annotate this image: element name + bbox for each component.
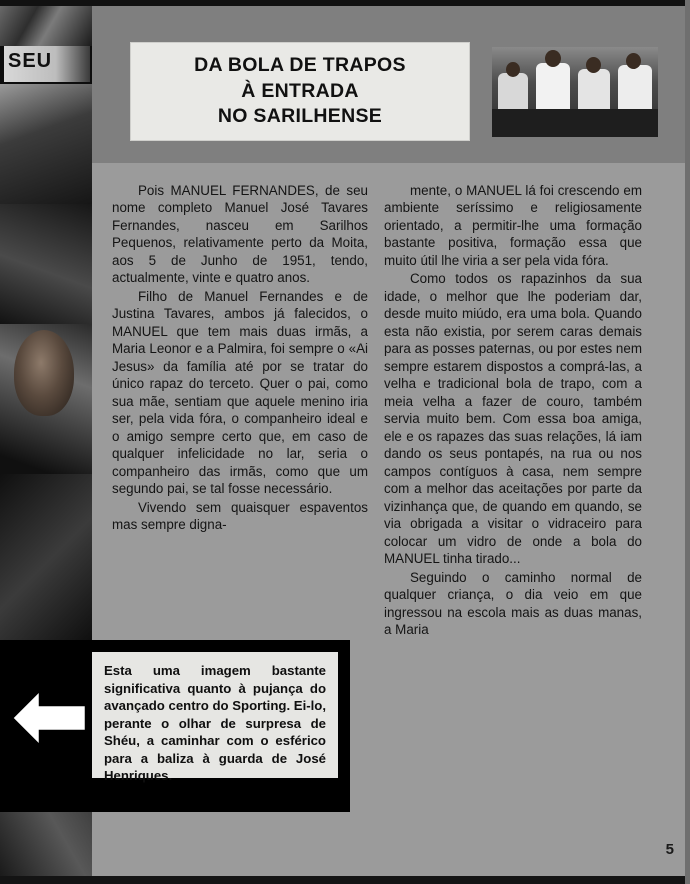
photo-ground <box>492 109 658 137</box>
strip-portrait-face <box>14 330 74 416</box>
strip-photo-6 <box>0 474 92 654</box>
strip-photo-text: SEU <box>8 50 53 72</box>
paragraph: Pois MANUEL FERNANDES, de seu nome completo Manuel José Tavares Fernandes, nasceu em Sarilhos Pequenos, relativamente perto da Moita, aos 5 de Junho de 1951, tendo, actualmente, vinte e quatro anos. <box>112 183 368 286</box>
title-line-3: NO SARILHENSE <box>217 105 383 128</box>
strip-photo-2 <box>4 46 90 82</box>
caption-block <box>0 640 350 812</box>
paragraph: mente, o MANUEL lá foi crescendo em ambiente seríssimo e religiosamente orientado, a permitir-lhe uma formação bastante positiva, formação essa que muito útil lhe viria a ser pela vida fóra. <box>384 183 642 268</box>
paragraph: Vivendo sem quaisquer espaventos mas sempre digna- <box>112 499 368 533</box>
photo-head-3 <box>586 57 601 73</box>
text-column-left <box>112 182 368 534</box>
scan-edge-top <box>0 0 690 6</box>
strip-photo-1 <box>0 0 92 46</box>
text-column-right <box>384 182 642 639</box>
scan-edge-right <box>685 0 690 884</box>
strip-photo-3 <box>0 84 92 204</box>
photo-caption-card <box>92 652 338 784</box>
photo-head-4 <box>626 53 641 69</box>
strip-photo-4 <box>0 204 92 324</box>
header-photograph <box>492 47 658 137</box>
photo-head-1 <box>506 62 520 77</box>
scan-edge-bottom <box>0 876 690 884</box>
title-line-2: À ENTRADA <box>241 79 359 102</box>
paragraph: Seguindo o caminho normal de qualquer criança, o dia veio em que ingressou na escola mais as duas manas, a Maria <box>384 569 642 638</box>
paragraph: Como todos os rapazinhos da sua idade, o melhor que lhe poderiam dar, desde muito miúdo, era uma bola. Quando esta não existia, por serem caras demais para as posses paternas, ou por estes nem sempre estarem dispostos a comprá-las, a velha e tradicional bola de trapo, com a meia velha a fazer de couro, também servia muito bem. Com essa boa amiga, ele e os rapazes das suas relações, lá iam dando os seus pontapés, na rua ou nos campos contíguos à casa, nem sempre com a melhor das aceitações por parte da vizinhança que, de quando em quando, se via obrigada a visitar o vidraceiro para colocar um vidro de onde a bola do MANUEL tinha tirado... <box>384 271 642 567</box>
left-arrow-icon <box>10 684 88 752</box>
photo-head-2 <box>545 50 561 67</box>
page-number: 5 <box>665 841 674 858</box>
title-line-1: DA BOLA DE TRAPOS <box>194 53 406 76</box>
photo-caption-text: Esta uma imagem bastante significativa quanto à pujança do avançado centro do Sporting. Ei-lo, perante o olhar de surpresa de Shéu, a caminhar com o esférico para a baliza à guarda de José Henriques. <box>104 663 327 784</box>
paragraph: Filho de Manuel Fernandes e de Justina Tavares, ambos já falecidos, o MANUEL que tem mais duas irmãs, a Maria Leonor e a Palmira, foi sempre o «Ai Jesus» da família até por se tratar do único rapaz do terceto. Quer o pai, como sua mãe, sentiam que aquele menino iria ser, pela vida fóra, o companheiro ideal e o amigo sempre certo que, em caso de qualquer infelicidade no lar, seria o companheiro das irmãs, como que um segundo pai, se tal fosse necessário. <box>112 288 368 497</box>
page-title <box>194 53 406 130</box>
article-title-box <box>130 42 470 141</box>
